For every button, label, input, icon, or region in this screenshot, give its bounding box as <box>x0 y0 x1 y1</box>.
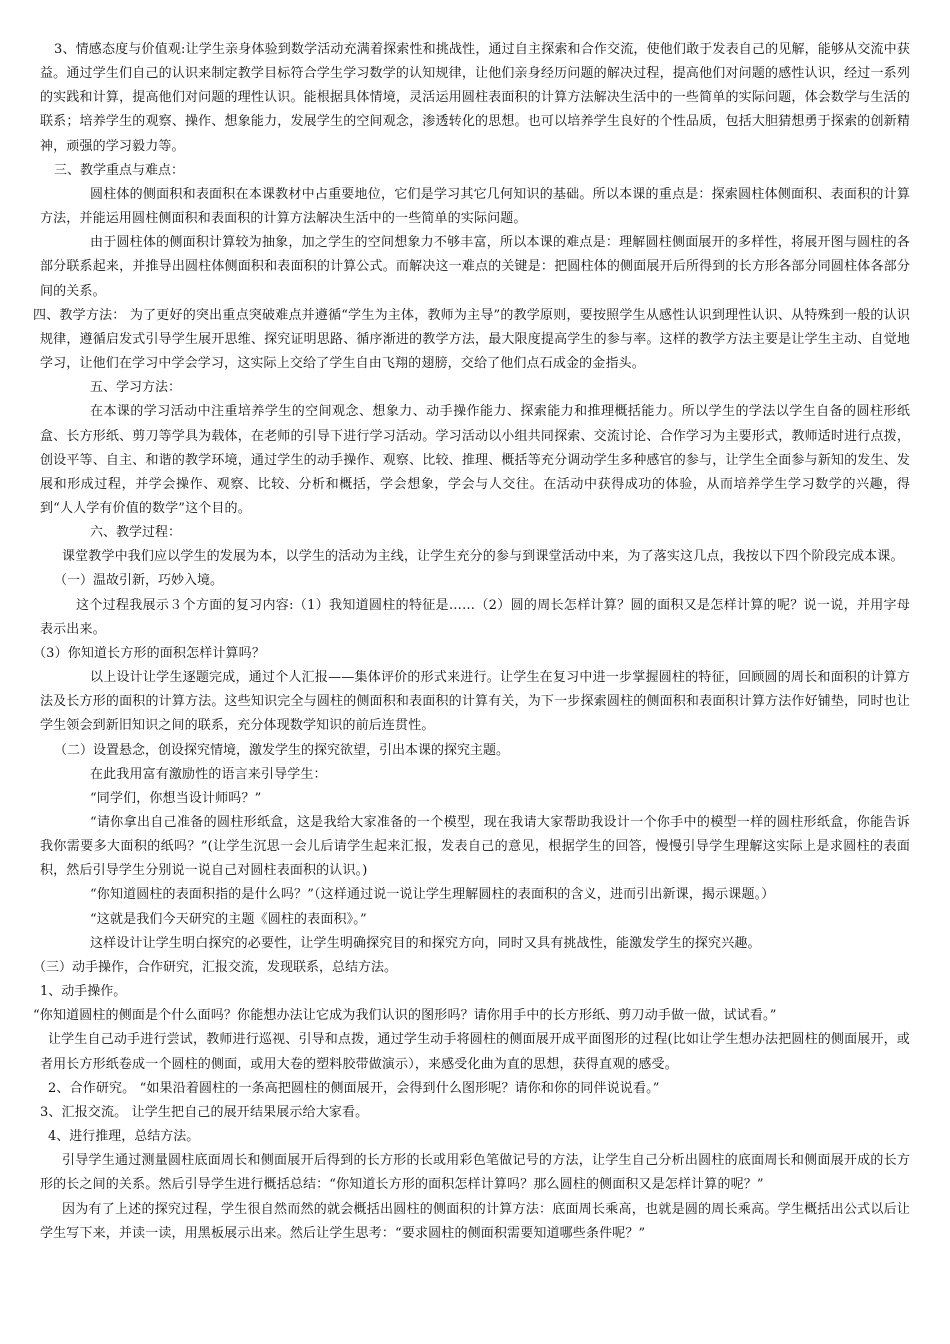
paragraph-review-question-3: （3）你知道长方形的面积怎样计算吗？ <box>33 645 265 661</box>
paragraph-quote-lateral: “你知道圆柱的侧面是个什么面吗？你能想办法让它成为我们认识的图形吗？请你用手中的长方形纸、剪刀动手做一做，试试看。” <box>33 1008 777 1024</box>
paragraph-step-2: 2、合作研究。 “如果沿着圆柱的一条高把圆柱的侧面展开，会得到什么图形呢？请你和你的同伴说说看。” <box>48 1080 660 1096</box>
paragraph-process-intro: 课堂教学中我们应以学生的发展为本，以学生的活动为主线，让学生充分的参与到课堂活动中来，为了落实这几点，我按以下四个阶段完成本课。 <box>62 549 904 565</box>
paragraph-hands-on: 让学生自己动手进行尝试，教师进行巡视、引导和点拨，通过学生动手将圆柱的侧面展开成平面图形的过程(比如让学生想办法把圆柱的侧面展开，或者用长方形纸卷成一个圆柱的侧面，或用大卷的塑料胶带做演示），来感受化曲为直的思想，获得直观的感受。 <box>40 1032 910 1072</box>
paragraph-review-content: 这个过程我展示３个方面的复习内容:（1）我知道圆柱的特征是……（2）圆的周长怎样计算？圆的面积又是怎样计算的呢？说一说，并用字母表示出来。 <box>40 597 910 637</box>
heading-key-points: 三、教学重点与难点： <box>54 162 185 178</box>
heading-step-4: 4、进行推理，总结方法。 <box>48 1129 200 1145</box>
paragraph-step-3: 3、汇报交流。 让学生把自己的展开结果展示给大家看。 <box>40 1104 369 1120</box>
heading-stage-1: （一）温故引新，巧妙入境。 <box>54 573 224 589</box>
paragraph-review-design: 以上设计让学生逐题完成，通过个人汇报——集体评价的形式来进行。让学生在复习中进一步掌握圆柱的特征，回顾圆的周长和面积的计算方法及长方形的面积的计算方法。这些知识完全与圆柱的侧面积和表面积的计算有关，为下一步探索圆柱的侧面积和表面积计算方法作好铺垫，同时也让学生领会到新旧知识之间的联系，充分体现数学知识的前后连贯性。 <box>40 670 910 734</box>
paragraph-formula: 因为有了上述的探究过程，学生很自然而然的就会概括出圆柱的侧面积的计算方法：底面周长乘高，也就是圆的周长乘高。学生概括出公式以后让学生写下来，并读一读，用黑板展示出来。然后让学生思考：“要求圆柱的侧面积需要知道哪些条件呢？” <box>40 1201 910 1241</box>
paragraph-emotional-goals: 3、情感态度与价值观:让学生亲身体验到数学活动充满着探索性和挑战性，通过自主探索和合作交流，使他们敢于发表自己的见解，能够从交流中获益。通过学生们自己的认识来制定教学目标符合学生学习数学的认知规律，让他们亲身经历问题的解决过程，提高他们对问题的感性认识，经过一系列的实践和计算，提高他们对问题的理性认识。能根据具体情境，灵活运用圆柱表面积的计算方法解决生活中的一些简单的实际问题，体会数学与生活的联系；培养学生的观察、操作、想象能力，发展学生的空间观念，渗透转化的思想。也可以培养学生良好的个性品质，包括大胆猜想勇于探索的创新精神，顽强的学习毅力等。 <box>40 42 910 154</box>
paragraph-motivation-intro: 在此我用富有激励性的语言来引导学生： <box>90 766 327 782</box>
paragraph-teaching-method: 四、教学方法： 为了更好的突出重点突破难点并遵循“学生为主体，教师为主导”的教学原则，要按照学生从感性认识到理性认识、从特殊到一般的认识规律，遵循启发式引导学生展开思维、探究证明思路、循序渐进的教学方法，最大限度提高学生的参与率。这样的教学方法主要是让学生主动、自觉地学习，让他们在学习中学会学习，这实际上交给了学生自由飞翔的翅膀，交给了他们点石成金的金指头。 <box>33 307 910 372</box>
heading-teaching-process: 六、教学过程： <box>90 525 182 541</box>
paragraph-quote-designer: “同学们，你想当设计师吗？” <box>90 790 262 806</box>
paragraph-reasoning: 引导学生通过测量圆柱底面周长和侧面展开后得到的长方形的长或用彩色笔做记号的方法，让学生自己分析出圆柱的底面周长和侧面展开成的长方形的长之间的关系。然后引导学生进行概括总结：“你知道长方形的面积怎样计算吗？那么圆柱的侧面积又是怎样计算的呢？” <box>40 1153 910 1193</box>
paragraph-design-purpose: 这样设计让学生明白探究的必要性，让学生明确探究目的和探究方向，同时又具有挑战性，能激发学生的探究兴趣。 <box>90 935 761 951</box>
heading-stage-3: （三）动手操作，合作研究，汇报交流，发现联系，总结方法。 <box>33 959 398 975</box>
heading-stage-2: （二）设置悬念，创设探究情境，激发学生的探究欲望，引出本课的探究主题。 <box>54 742 510 758</box>
paragraph-quote-surface-area: “你知道圆柱的表面积指的是什么吗？”（这样通过说一说让学生理解圆柱的表面积的含义，进而引出新课，揭示课题。） <box>90 887 775 903</box>
paragraph-learning-method: 在本课的学习活动中注重培养学生的空间观念、想象力、动手操作能力、探索能力和推理概括能力。所以学生的学法以学生自备的圆柱形纸盒、长方形纸、剪刀等学具为载体，在老师的引导下进行学习活动。学习活动以小组共同探索、交流讨论、合作学习为主要形式，教师适时进行点拨，创设平等、自主、和谐的教学环境，通过学生的动手操作、观察、比较、推理、概括等充分调动学生多种感官的参与，让学生全面参与新知的发生、发展和形成过程，并学会操作、观察、比较、分析和概括，学会想象，学会与人交往。在活动中获得成功的体验，从而培养学生学习数学的兴趣，得到“人人学有价值的数学”这个目的。 <box>40 404 910 516</box>
paragraph-difficulty: 由于圆柱体的侧面积计算较为抽象，加之学生的空间想象力不够丰富，所以本课的难点是：理解圆柱侧面展开的多样性，将展开图与圆柱的各部分联系起来，并推导出圆柱体侧面积和表面积的计算公式。而解决这一难点的关键是：把圆柱体的侧面展开后所得到的长方形各部分同圆柱体各部分间的关系。 <box>40 235 910 299</box>
heading-step-1: 1、动手操作。 <box>40 984 127 1000</box>
paragraph-quote-topic: “这就是我们今天研究的主题《圆柱的表面积》。” <box>90 911 367 927</box>
paragraph-quote-model: “请你拿出自己准备的圆柱形纸盒，这是我给大家准备的一个模型，现在我请大家帮助我设计一个你手中的模型一样的圆柱形纸盒，你能告诉我你需要多大面积的纸吗？”(让学生沉思一会儿后请学生起来汇报，发表自己的意见，根据学生的回答，慢慢引导学生理解这实际上是求圆柱的表面积，然后引导学生分别说一说自己对圆柱表面积的认识。) <box>40 815 910 879</box>
heading-learning-method: 五、学习方法： <box>90 380 182 396</box>
paragraph-key-point: 圆柱体的侧面积和表面积在本课教材中占重要地位，它们是学习其它几何知识的基础。所以本课的重点是：探索圆柱体侧面积、表面积的计算方法，并能运用圆柱侧面积和表面积的计算方法解决生活中的一些简单的实际问题。 <box>40 186 910 227</box>
